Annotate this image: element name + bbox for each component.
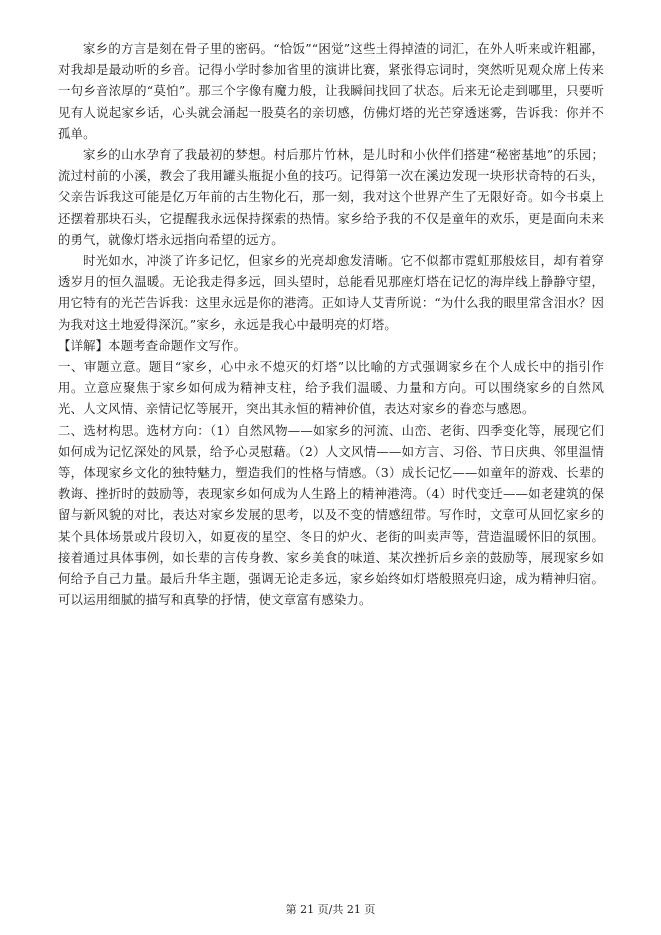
essay-paragraph-2: 家乡的山水孕育了我最初的梦想。村后那片竹林，是儿时和小伙伴们搭建“秘密基地”的乐园；流过村前的小溪，教会了我用罐头瓶捉小鱼的技巧。记得第一次在溪边发现一块形状奇特的石头，父亲告诉我这可能是亿万年前的古生物化石，那一刻，我对这个世界产生了无限好奇。如今书桌上还摆着那块石头，它提醒我永远保持探索的热情。家乡给予我的不仅是童年的欢乐，更是面向未来的勇气，就像灯塔永远指向希望的远方。 xyxy=(58,147,604,247)
analysis-point-1: 一、审题立意。题目“家乡，心中永不熄灭的灯塔”以比喻的方式强调家乡在个人成长中的指引作用。立意应聚焦于家乡如何成为精神支柱，给予我们温暖、力量和方向。可以围绕家乡的自然风光、人文风情、亲情记忆等展开，突出其永恒的精神价值，表达对家乡的眷恋与感恩。 xyxy=(58,359,604,417)
analysis-point-2: 二、选材构思。选材方向：（1）自然风物——如家乡的河流、山峦、老街、四季变化等，展现它们如何成为记忆深处的风景，给予心灵慰藉。（2）人文风情——如方言、习俗、节日庆典、邻里温情等，体现家乡文化的独特魅力，塑造我们的性格与情感。（3）成长记忆——如童年的游戏、长辈的教诲、挫折时的鼓励等，表现家乡如何成为人生路上的精神港湾。（4）时代变迁——如老建筑的保留与新风貌的对比，表达对家乡发展的思考，以及不变的情感纽带。写作时，文章可从回忆家乡的某个具体场景或片段切入，如夏夜的星空、冬日的炉火、老街的叫卖声等，营造温暖怀旧的氛围。接着通过具体事例，如长辈的言传身教、家乡美食的味道、某次挫折后乡亲的鼓励等，展现家乡如何给予自己力量。最后升华主题，强调无论走多远，家乡始终如灯塔般照亮归途，成为精神归宿。可以运用细腻的描写和真挚的抒情，使文章富有感染力。 xyxy=(58,422,604,608)
essay-paragraph-3: 时光如水，冲淡了许多记忆，但家乡的光亮却愈发清晰。它不似都市霓虹那般炫目，却有着穿透岁月的恒久温暖。无论我走得多远，回头望时，总能看见那座灯塔在记忆的海岸线上静静守望，用它特有的光芒告诉我：这里永远是你的港湾。正如诗人艾青所说：“为什么我的眼里常含泪水？因为我对这土地爱得深沉。”家乡，永远是我心中最明亮的灯塔。 xyxy=(58,253,604,332)
page-content xyxy=(58,38,604,610)
page-footer: 第 21 页/共 21 页 xyxy=(285,903,376,916)
analysis-heading: 【详解】本题考查命题作文写作。 xyxy=(58,337,247,353)
essay-paragraph-1: 家乡的方言是刻在骨子里的密码。“恰饭”“困觉”这些土得掉渣的词汇，在外人听来或许粗鄙，对我却是最动听的乡音。记得小学时参加省里的演讲比赛，紧张得忘词时，突然听见观众席上传来一句乡音浓厚的“莫怕”。那三个字像有魔力般，让我瞬间找回了状态。后来无论走到哪里，只要听见有人说起家乡话，心头就会涌起一股莫名的亲切感，仿佛灯塔的光芒穿透迷雾，告诉我：你并不孤单。 xyxy=(58,41,604,141)
